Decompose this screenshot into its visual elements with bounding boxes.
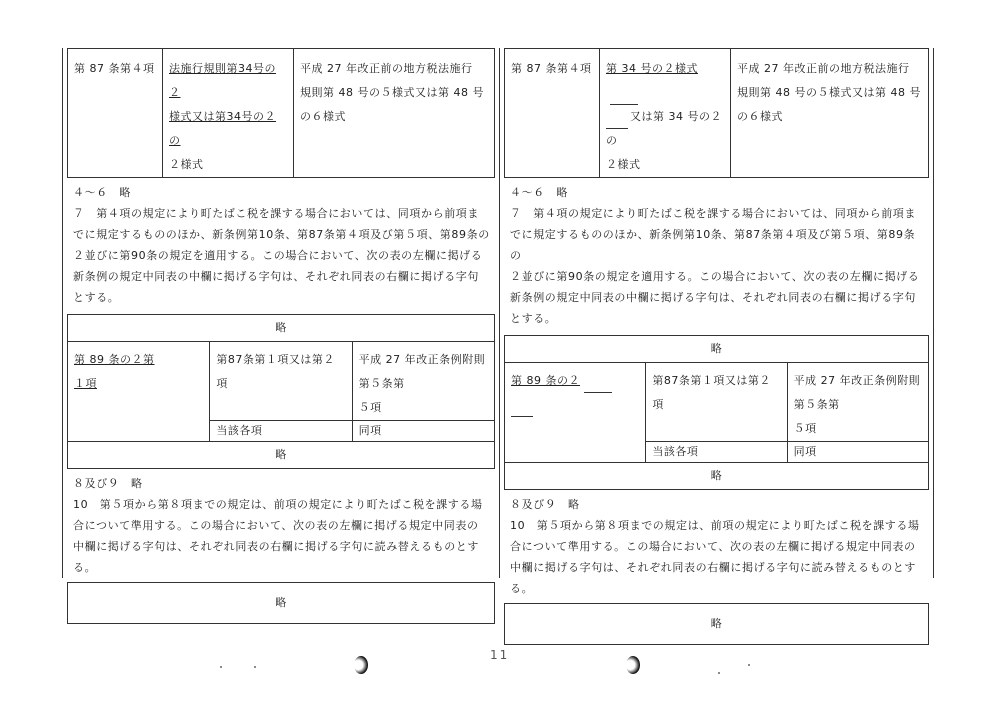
right-t2-omitted-bottom: 略: [505, 463, 929, 490]
left-t2-after-line2: ５項: [358, 401, 382, 414]
left-t2-article-line2: １項: [74, 377, 97, 390]
left-t1-cell-before: [163, 49, 294, 178]
scan-speck: [254, 666, 256, 668]
left-t2-cell-before: [210, 342, 352, 421]
right-t1-blank-underline-2: [606, 114, 628, 129]
left-t3-omitted: 略: [68, 583, 495, 624]
scan-speck: [748, 664, 750, 666]
right-t1-before-line3: ２様式: [606, 158, 641, 171]
right-t2-after-line2: ５項: [793, 422, 817, 435]
right-t1-cell-before: [600, 49, 731, 178]
punch-hole-mark: [354, 656, 368, 674]
right-para-7-line: ７ 第４項の規定により町たばこ税を課する場合においては、同項から前項ま: [510, 207, 916, 220]
left-t2-omitted-top: 略: [68, 315, 495, 342]
left-t2-cell-after: [352, 342, 494, 421]
left-t2-omitted-bottom: 略: [68, 442, 495, 469]
left-para-7-line: 新条例の規定中同表の中欄に掲げる字句は、それぞれ同表の右欄に掲げる字句: [73, 270, 479, 283]
right-t2-omitted-top: 略: [505, 336, 929, 363]
right-para-4-6: ４～６ 略: [510, 186, 568, 199]
left-t1-after-line2: 規則第 48 号の５様式又は第 48 号: [300, 86, 484, 99]
right-para-8-9: ８及び９ 略: [510, 498, 580, 511]
left-t1-after-line3: の６様式: [300, 110, 346, 123]
left-para-7-line: でに規定するもののほか、新条例第10条、第87条第４項及び第５項、第89条の: [73, 228, 490, 241]
right-t1-after-line3: の６様式: [737, 110, 783, 123]
left-t1-before-line3: ２様式: [169, 158, 204, 171]
left-para-10-line: 合について準用する。この場合において、次の表の左欄に掲げる規定中同表の: [73, 519, 479, 532]
right-t1-blank-underline: [610, 90, 638, 105]
left-para-7-line: ７ 第４項の規定により町たばこ税を課する場合においては、同項から前項ま: [73, 207, 479, 220]
right-para-10-line: 10 第５項から第８項までの規定は、前項の規定により町たばこ税を課する場: [510, 519, 920, 532]
left-t2-cell-before-ref: 当該各項: [210, 421, 352, 442]
right-para-7-line: でに規定するもののほか、新条例第10条、第87条第４項及び第５項、第89条の: [510, 228, 916, 262]
right-t1-cell-after: [731, 49, 929, 178]
right-t1-after-line2: 規則第 48 号の５様式又は第 48 号: [737, 86, 921, 99]
left-para-10-line: 10 第５項から第８項までの規定は、前項の規定により町たばこ税を課する場: [73, 498, 483, 511]
left-para-4-6: ４～６ 略: [73, 186, 131, 199]
left-para-7-line: とする。: [73, 291, 120, 304]
left-t2-after-line1: 平成 27 年改正条例附則第５条第: [358, 353, 486, 390]
right-para-10: [504, 515, 929, 599]
left-t2-before-line1: 第87条第１項又は第２: [216, 353, 335, 366]
left-t2-cell-after-ref: 同項: [352, 421, 494, 442]
scan-speck: [718, 672, 720, 674]
left-table-omitted: [67, 582, 495, 624]
right-para-7-line: ２並びに第90条の規定を適用する。この場合において、次の表の左欄に掲げる: [510, 270, 920, 283]
left-para-10-line: る。: [73, 561, 97, 574]
left-t1-cell-article: 第 87 条第４項: [68, 49, 163, 178]
right-t2-cell-article: [505, 363, 646, 463]
document-page: [62, 48, 934, 630]
left-para-10-line: 中欄に掲げる字句は、それぞれ同表の右欄に掲げる字句に読み替えるものとす: [73, 540, 479, 553]
left-para-7: [67, 203, 495, 308]
right-table-omitted: [504, 603, 929, 645]
right-para-10-line: 中欄に掲げる字句は、それぞれ同表の右欄に掲げる字句に読み替えるものとす: [510, 561, 916, 574]
left-t1-before-line2: 様式又は第34号の２の: [169, 110, 276, 147]
right-t3-omitted: 略: [505, 604, 929, 645]
left-t1-before-line1: 法施行規則第34号の２: [169, 62, 276, 99]
punch-hole-mark: [626, 656, 640, 674]
right-t2-article-line1: 第 89 条の２: [511, 374, 580, 387]
right-t2-cell-before-ref: 当該各項: [646, 442, 787, 463]
right-table-art89: [504, 335, 929, 490]
right-column: [499, 48, 933, 630]
right-para-7-line: とする。: [510, 312, 557, 325]
right-t1-before-line1: 第 34 号の２様式: [606, 62, 698, 75]
left-t2-article-line1: 第 89 条の２第: [74, 353, 155, 366]
scan-speck: [220, 666, 222, 668]
left-t1-after-line1: 平成 27 年改正前の地方税法施行: [300, 62, 473, 75]
right-t2-before-line1: 第87条第１項又は第２: [652, 374, 771, 387]
right-para-7: [504, 203, 929, 329]
left-para-8-9: ８及び９ 略: [73, 477, 143, 490]
left-column: [63, 48, 497, 609]
left-t2-cell-article: [68, 342, 210, 442]
right-t2-before-line2: 項: [652, 398, 664, 411]
right-t2-blank-underline-2: [511, 402, 533, 417]
right-table-art87: [504, 48, 929, 178]
right-t2-cell-after: [787, 363, 928, 442]
left-table-art87: [67, 48, 495, 178]
right-t2-blank-underline: [584, 378, 612, 393]
right-para-7-line: 新条例の規定中同表の中欄に掲げる字句は、それぞれ同表の右欄に掲げる字句: [510, 291, 916, 304]
right-para-10-line: 合について準用する。この場合において、次の表の左欄に掲げる規定中同表の: [510, 540, 916, 553]
right-t1-before-line2: 又は第 34 号の２の: [606, 110, 722, 147]
right-t2-cell-before: [646, 363, 787, 442]
left-para-7-line: ２並びに第90条の規定を適用する。この場合において、次の表の左欄に掲げる: [73, 249, 483, 262]
left-t2-before-line2: 項: [216, 377, 228, 390]
right-para-10-line: る。: [510, 582, 534, 595]
right-t1-cell-article: 第 87 条第４項: [505, 49, 600, 178]
right-t2-after-line1: 平成 27 年改正条例附則第５条第: [793, 374, 921, 411]
left-table-art89: [67, 314, 495, 469]
left-t1-cell-after: [294, 49, 495, 178]
left-para-10: [67, 494, 495, 578]
right-t2-cell-after-ref: 同項: [787, 442, 928, 463]
right-t1-after-line1: 平成 27 年改正前の地方税法施行: [737, 62, 910, 75]
page-number: 11: [490, 648, 510, 662]
